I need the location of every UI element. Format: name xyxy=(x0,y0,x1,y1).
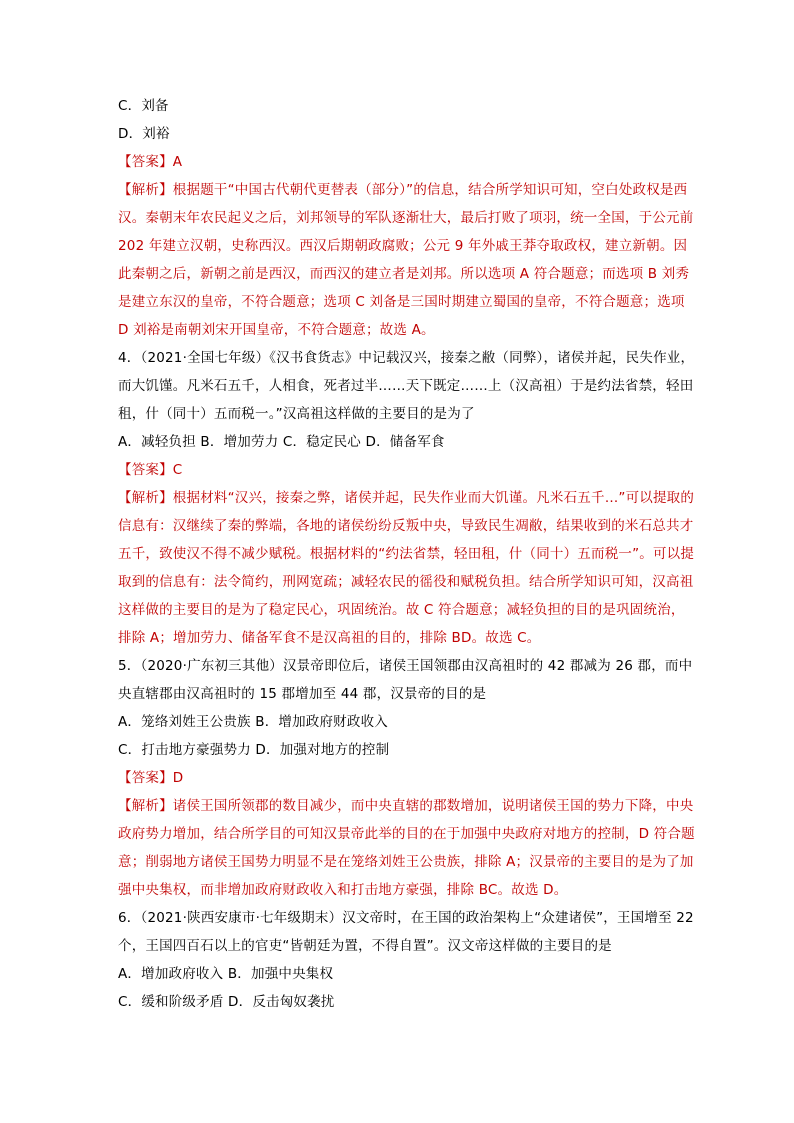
q3-analysis: 【解析】根据题干“中国古代朝代更替表（部分）”的信息，结合所学知识可知，空白处政权是西汉。秦朝末年农民起义之后，刘邦领导的军队逐渐壮大，最后打败了项羽，统一全国，于公元前 202 年建立汉朝，史称西汉。西汉后期朝政腐败；公元 9 年外戚王莽夺取政权，建立新朝。因此秦朝之后，新朝之前是西汉，而西汉的建立者是刘邦。所以选项 A 符合题意；而选项 B 刘秀是建立东汉的皇帝，不符合题意；选项 C 刘备是三国时期建立蜀国的皇帝，不符合题意；选项 D 刘裕是南朝刘宋开国皇帝，不符合题意；故选 A。 xyxy=(118,182,694,338)
q5-stem: 5．（2020·广东初三其他）汉景帝即位后，诸侯王国领郡由汉高祖时的 42 郡减为 26 郡，而中央直辖郡由汉高祖时的 15 郡增加至 44 郡，汉景帝的目的是 xyxy=(118,658,693,702)
question-content xyxy=(118,92,698,1016)
q6-stem: 6．（2021·陕西安康市·七年级期末）汉文帝时，在王国的政治架构上“众建诸侯”，王国增至 22 个，王国四百石以上的官吏“皆朝廷为置，不得自置”。汉文帝这样做的主要目的是 xyxy=(118,910,694,954)
q4-stem: 4．（2021·全国七年级）《汉书食货志》中记载汉兴，接秦之敝（同弊），诸侯并起，民失作业，而大饥馑。凡米石五千，人相食，死者过半……天下既定……上（汉高祖）于是约法省禁，轻田租，什（同十）五而税一。”汉高祖这样做的主要目的是为了 xyxy=(118,350,695,422)
q5-analysis: 【解析】诸侯王国所领郡的数目减少，而中央直辖的郡数增加，说明诸侯王国的势力下降，中央政府势力增加，结合所学目的可知汉景帝此举的目的在于加强中央政府对地方的控制，D 符合题意；削弱地方诸侯王国势力明显不是在笼络刘姓王公贵族，排除 A；汉景帝的主要目的是为了加强中央集权，而非增加政府财政收入和打击地方豪强，排除 BC。故选 D。 xyxy=(118,798,695,898)
q4-options: A．减轻负担 B．增加劳力 C．稳定民心 D．储备军食 xyxy=(118,434,445,450)
q5-options-ab: A．笼络刘姓王公贵族 B．增加政府财政收入 xyxy=(118,714,388,730)
option-c: C．刘备 xyxy=(118,98,169,114)
q6-options-cd: C．缓和阶级矛盾 D．反击匈奴袭扰 xyxy=(118,994,335,1010)
q5-options-cd: C．打击地方豪强势力 D．加强对地方的控制 xyxy=(118,742,390,758)
q6-options-ab: A．增加政府收入 B．加强中央集权 xyxy=(118,966,334,982)
option-d: D．刘裕 xyxy=(118,126,170,142)
q4-analysis: 【解析】根据材料“汉兴，接秦之弊，诸侯并起，民失作业而大饥谨。凡米石五千…”可以提取的信息有：汉继续了秦的弊端，各地的诸侯纷纷反叛中央，导致民生凋敝，结果收到的米石总共才五千，致使汉不得不减少赋税。根据材料的“约法省禁，轻田租，什（同十）五而税一”。可以提取到的信息有：法令简约，刑网宽疏；减轻农民的徭役和赋税负担。结合所学知识可知，汉高祖这样做的主要目的是为了稳定民心，巩固统治。故 C 符合题意；减轻负担的目的是巩固统治，排除 A；增加劳力、储备军食不是汉高祖的目的，排除 BD。故选 C。 xyxy=(118,490,695,646)
q3-answer: 【答案】A xyxy=(118,154,183,170)
q5-answer: 【答案】D xyxy=(118,770,184,786)
q4-answer: 【答案】C xyxy=(118,462,183,478)
